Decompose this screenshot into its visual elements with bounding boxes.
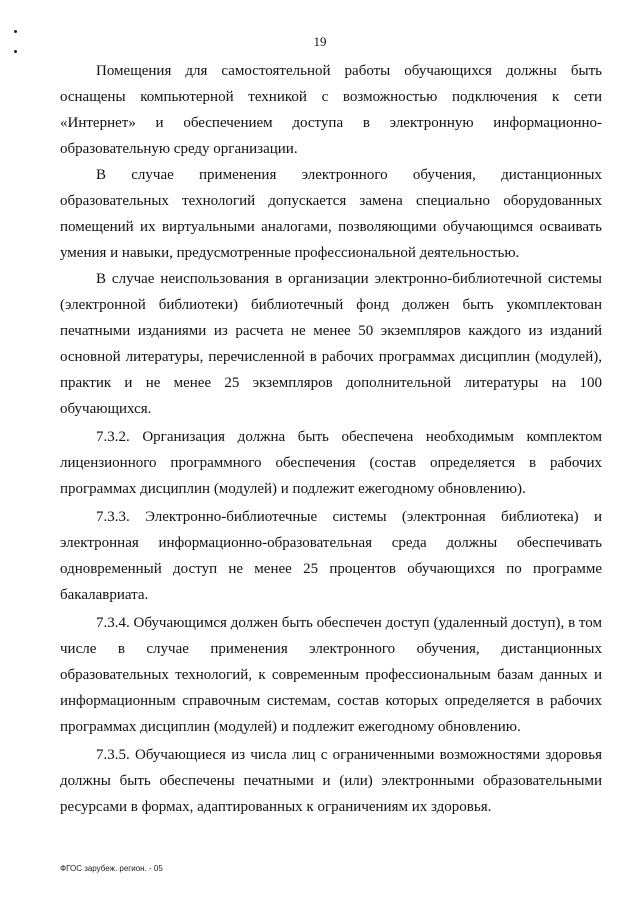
paragraph-7-3-5: 7.3.5. Обучающиеся из числа лиц с ограниченными возможностями здоровья должны быть обеспечены печатными и (или) электронными образовательными ресурсами в формах, адаптированных к ограничениям их здоровья. bbox=[60, 747, 602, 815]
footer-note: ФГОС зарубеж. регион. - 05 bbox=[60, 864, 163, 873]
paragraph-7-3-2: 7.3.2. Организация должна быть обеспечена необходимым комплектом лицензионного программного обеспечения (состав определяется в рабочих программах дисциплин (модулей) и подлежит ежегодному обновлению). bbox=[60, 429, 602, 497]
scan-mark-dot bbox=[14, 30, 17, 33]
paragraph-7-3-3: 7.3.3. Электронно-библиотечные системы (электронная библиотека) и электронная информационно-образовательная среда должны обеспечивать одновременный доступ не менее 25 процентов обучающихся по программе бакалавриата. bbox=[60, 509, 602, 603]
document-body bbox=[60, 58, 602, 820]
page-number: 19 bbox=[313, 34, 327, 49]
paragraph-library-fund: В случае неиспользования в организации электронно-библиотечной системы (электронной библиотеки) библиотечный фонд должен быть укомплектован печатными изданиями из расчета не менее 50 экземпляров каждого из изданий основной литературы, перечисленной в рабочих программах дисциплин (модулей), практик и не менее 25 экземпляров дополнительной литературы на 100 обучающихся. bbox=[60, 271, 602, 417]
paragraph-self-study-rooms: Помещения для самостоятельной работы обучающихся должны быть оснащены компьютерной техникой с возможностью подключения к сети «Интернет» и обеспечением доступа в электронную информационно-образовательную среду организации. bbox=[60, 63, 602, 157]
paragraph-7-3-4: 7.3.4. Обучающимся должен быть обеспечен доступ (удаленный доступ), в том числе в случае применения электронного обучения, дистанционных образовательных технологий, к современным профессиональным базам данных и информационным справочным системам, состав которых определяется в рабочих программах дисциплин (модулей) и подлежит ежегодному обновлению. bbox=[60, 615, 602, 735]
scan-mark-dot bbox=[14, 50, 17, 53]
paragraph-distance-learning: В случае применения электронного обучения, дистанционных образовательных технологий допускается замена специально оборудованных помещений их виртуальными аналогами, позволяющими обучающимся осваивать умения и навыки, предусмотренные профессиональной деятельностью. bbox=[60, 167, 602, 261]
